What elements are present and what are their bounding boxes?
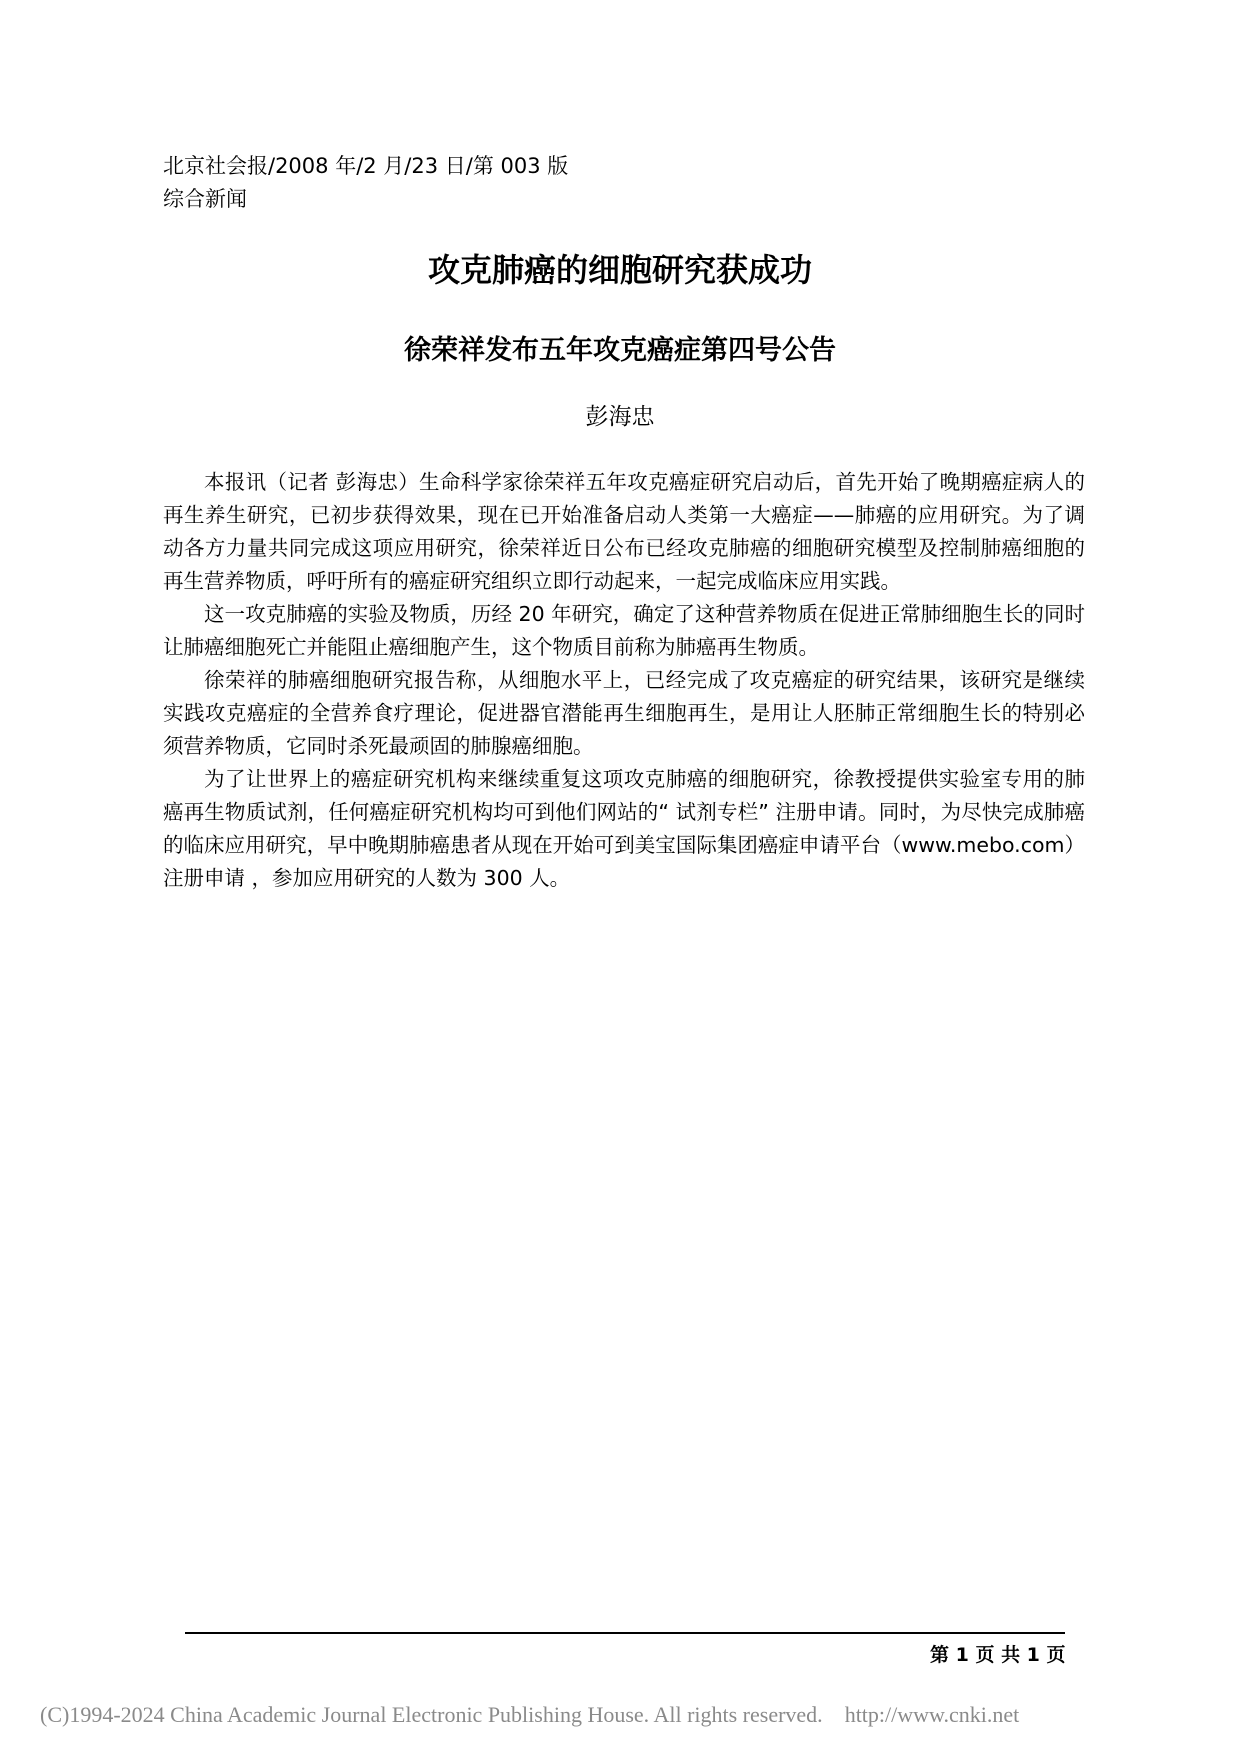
copyright-notice	[40, 1700, 1019, 1730]
copyright-text: (C)1994-2024 China Academic Journal Electronic Publishing House. All rights reserved.	[40, 1702, 823, 1727]
article-paragraph-4: 为了让世界上的癌症研究机构来继续重复这项攻克肺癌的细胞研究，徐教授提供实验室专用的肺癌再生物质试剂，任何癌症研究机构均可到他们网站的“ 试剂专栏” 注册申请。同时，为尽快完成肺癌的临床应用研究，早中晚期肺癌患者从现在开始可到美宝国际集团癌症申请平台（www.mebo.com）注册申请 ，参加应用研究的人数为 300 人。	[163, 767, 1085, 890]
section-name: 综合新闻	[163, 187, 247, 211]
article-paragraph-2: 这一攻克肺癌的实验及物质，历经 20 年研究，确定了这种营养物质在促进正常肺细胞生长的同时让肺癌细胞死亡并能阻止癌细胞产生，这个物质目前称为肺癌再生物质。	[163, 602, 1085, 659]
cnki-link[interactable]: http://www.cnki.net	[844, 1702, 1020, 1727]
article-subtitle: 徐荣祥发布五年攻克癌症第四号公告	[404, 335, 836, 366]
page-number: 第 1 页 共 1 页	[930, 1644, 1066, 1666]
article-author: 彭海忠	[585, 404, 655, 430]
article-title: 攻克肺癌的细胞研究获成功	[427, 251, 812, 289]
article-paragraph-3: 徐荣祥的肺癌细胞研究报告称，从细胞水平上，已经完成了攻克癌症的研究结果，该研究是继续实践攻克癌症的全营养食疗理论，促进器官潜能再生细胞再生，是用让人胚肺正常细胞生长的特别必须营养物质，它同时杀死最顽固的肺腺癌细胞。	[163, 668, 1085, 758]
newspaper-source-line: 北京社会报/2008 年/2 月/23 日/第 003 版	[163, 154, 569, 178]
article-paragraph-1: 本报讯（记者 彭海忠）生命科学家徐荣祥五年攻克癌症研究启动后，首先开始了晚期癌症病人的再生养生研究，已初步获得效果，现在已开始准备启动人类第一大癌症——肺癌的应用研究。为了调动各方力量共同完成这项应用研究，徐荣祥近日公布已经攻克肺癌的细胞研究模型及控制肺癌细胞的再生营养物质，呼吁所有的癌症研究组织立即行动起来，一起完成临床应用实践。	[163, 470, 1085, 593]
article-body	[163, 466, 1085, 895]
footer-divider	[185, 1632, 1065, 1634]
